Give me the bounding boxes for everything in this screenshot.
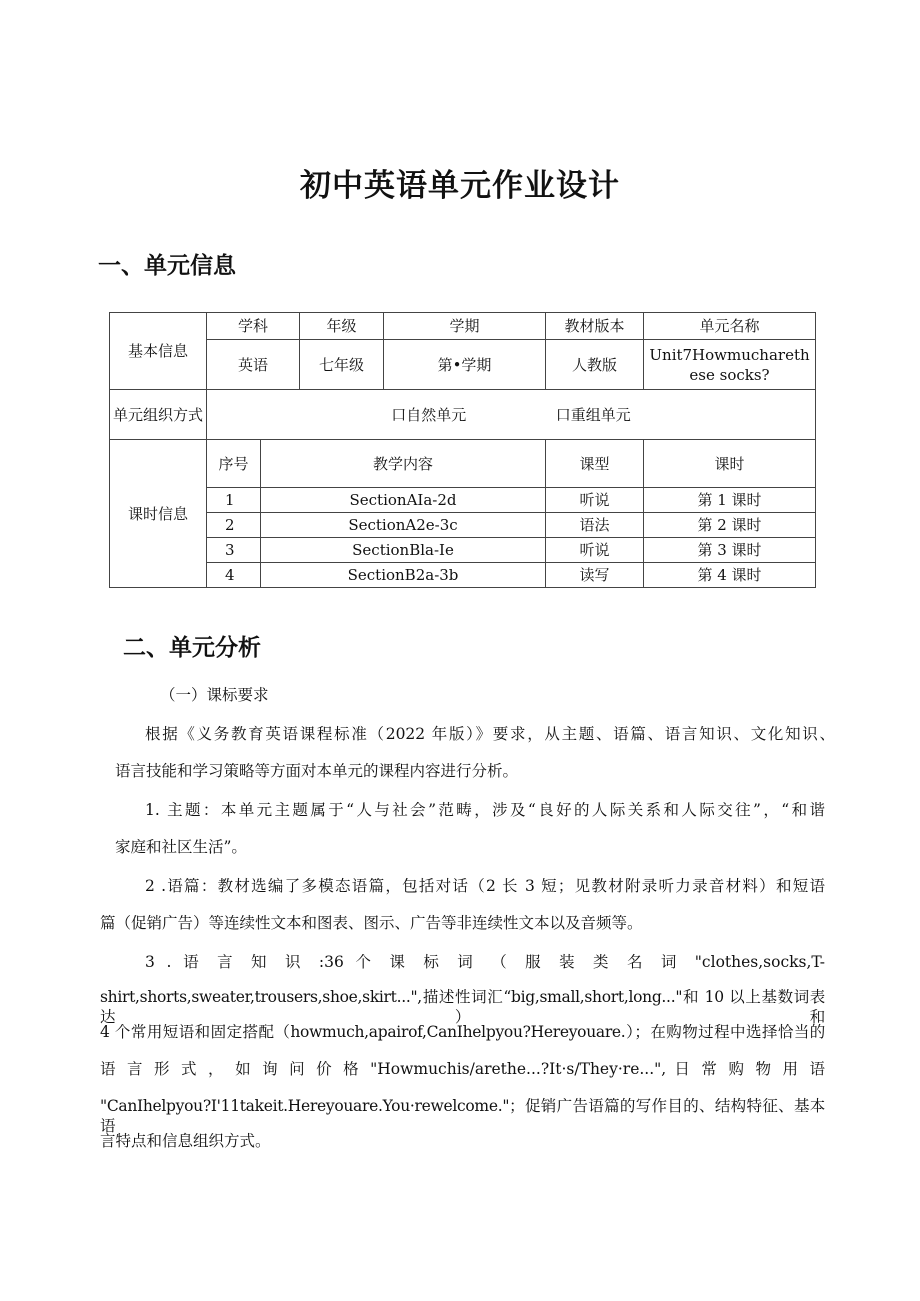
lesson-header-period: 课时 [644,440,816,488]
paragraph-line: 4 个常用短语和固定搭配（howmuch,apairof,CanIhelpyou?Hereyouare.）；在购物过程中选择恰当的 [100,1023,825,1041]
basic-info-label: 基本信息 [110,313,207,390]
org-option-natural: 口自然单元 [391,405,467,424]
header-subject: 学科 [207,313,300,340]
lesson-no: 2 [207,513,261,538]
lesson-header-type: 课型 [546,440,644,488]
paragraph-line: 根据《义务教育英语课程标准（2022 年版）》要求，从主题、语篇、语言知识、文化知识、 [145,725,835,743]
org-label: 单元组织方式 [110,390,207,440]
lesson-row [110,538,816,563]
section-heading-unit-analysis: 二、单元分析 [123,635,261,661]
lesson-content: SectionB2a-3b [261,563,546,588]
lesson-no: 1 [207,488,261,513]
paragraph-line: 1. 主题：本单元主题属于“人与社会”范畴，涉及“良好的人际关系和人际交往”，“和谐 [145,801,825,819]
paragraph-line: 家庭和社区生活”。 [115,838,247,856]
lesson-period: 第 4 课时 [644,563,816,588]
paragraph-line: 3 . 语 言 知 识 :36 个 课 标 词 （ 服 装 类 名 词 "clothes,socks,T- [145,953,825,971]
lesson-row [110,563,816,588]
lesson-type: 读写 [546,563,644,588]
org-option-regrouped: 口重组单元 [555,405,631,424]
header-textbook: 教材版本 [546,313,644,340]
lesson-content: SectionA2e-3c [261,513,546,538]
subheading-curriculum: （一）课标要求 [160,686,269,704]
lesson-type: 听说 [546,488,644,513]
paragraph-line: 2 .语篇：教材选编了多模态语篇，包括对话（2 长 3 短；见教材附录听力录音材料）和短语 [145,877,825,895]
lesson-header-no: 序号 [207,440,261,488]
lesson-no: 4 [207,563,261,588]
value-unit-name: Unit7Howmucharethese socks? [644,340,816,390]
lesson-type: 听说 [546,538,644,563]
section-heading-unit-info: 一、单元信息 [98,253,236,279]
lesson-period: 第 3 课时 [644,538,816,563]
header-unit-name: 单元名称 [644,313,816,340]
value-term: 第•学期 [384,340,546,390]
lesson-type: 语法 [546,513,644,538]
header-grade: 年级 [300,313,384,340]
header-term: 学期 [384,313,546,340]
lesson-content: SectionAIa-2d [261,488,546,513]
paragraph-line: "CanIhelpyou?I'11takeit.Hereyouare.You·rewelcome."；促销广告语篇的写作目的、结构特征、基本语 [100,1097,825,1135]
lesson-no: 3 [207,538,261,563]
value-textbook: 人教版 [546,340,644,390]
lesson-content: SectionBla-Ie [261,538,546,563]
unit-info-table [109,312,816,588]
paragraph-line: 言特点和信息组织方式。 [100,1132,271,1150]
paragraph-line: 语 言 形 式 ， 如 询 问 价 格 "Howmuchis/arethe...?It·s/They·re...", 日 常 购 物 用 语 [100,1060,825,1078]
lesson-period: 第 2 课时 [644,513,816,538]
lesson-header-content: 教学内容 [261,440,546,488]
value-grade: 七年级 [300,340,384,390]
lesson-row [110,488,816,513]
lesson-period: 第 1 课时 [644,488,816,513]
page-title: 初中英语单元作业设计 [300,168,620,204]
lesson-row [110,513,816,538]
paragraph-line: 篇（促销广告）等连续性文本和图表、图示、广告等非连续性文本以及音频等。 [100,914,643,932]
paragraph-line: 语言技能和学习策略等方面对本单元的课程内容进行分析。 [115,762,519,780]
paragraph-line: shirt,shorts,sweater,trousers,shoe,skirt...",描述性词汇“big,small,short,long..."和 10 以上基数词表达）和 [100,988,825,1026]
lesson-info-label: 课时信息 [110,440,207,588]
value-subject: 英语 [207,340,300,390]
org-options [207,390,816,440]
